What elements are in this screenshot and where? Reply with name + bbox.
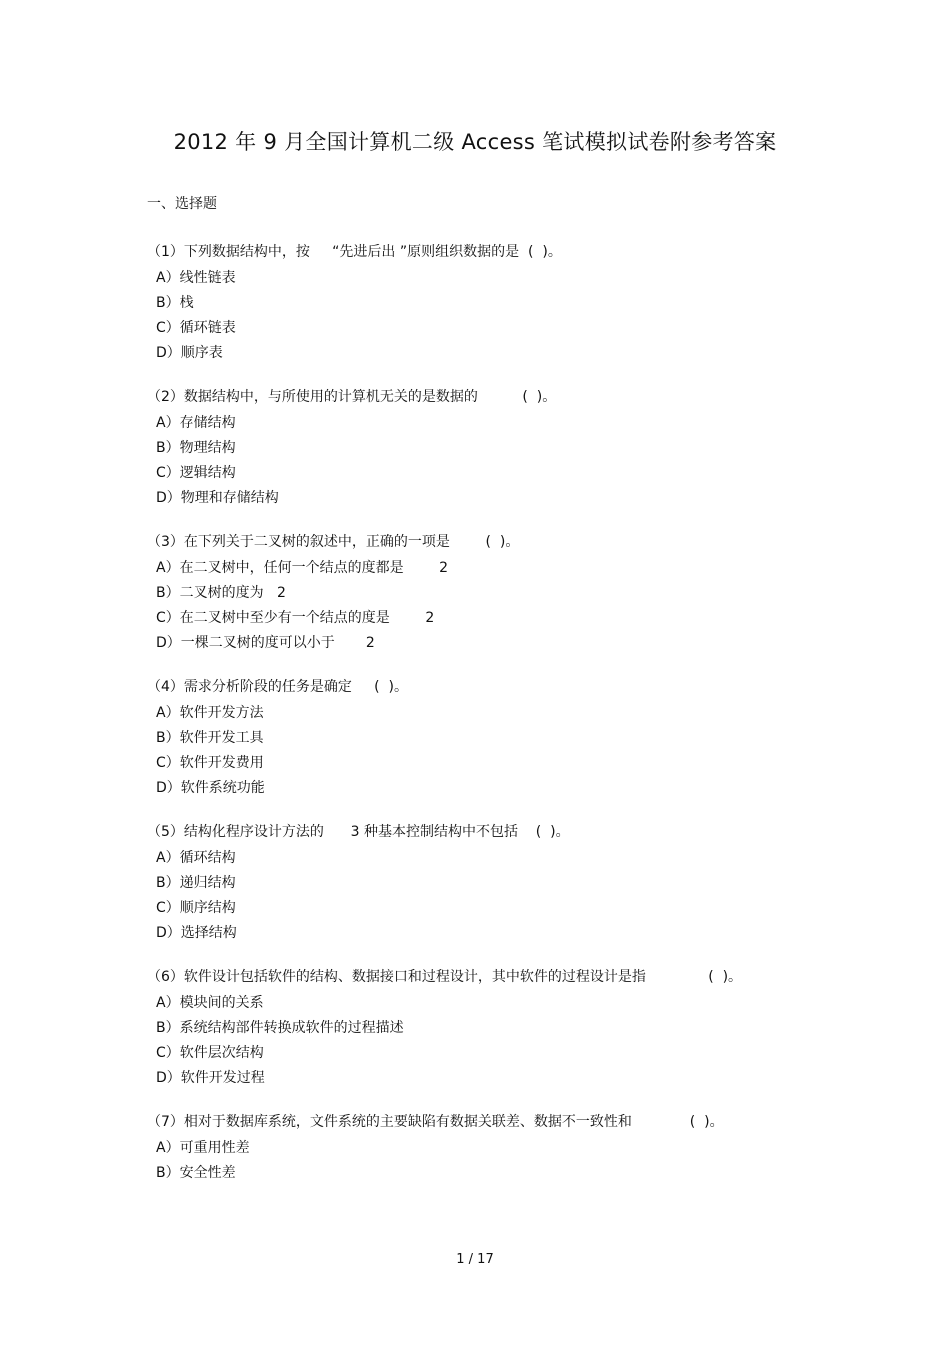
- option-a: A）软件开发方法: [156, 704, 264, 721]
- question-2: [147, 387, 807, 508]
- option-b: B）系统结构部件转换成软件的过程描述: [156, 1019, 404, 1036]
- option-c: C）顺序结构: [156, 899, 236, 916]
- option-d: D）软件开发过程: [156, 1069, 265, 1086]
- option-b: B）栈: [156, 294, 194, 311]
- question-5: [147, 822, 807, 943]
- option-d: D）一棵二叉树的度可以小于 2: [156, 634, 375, 651]
- section-heading: 一、选择题: [147, 196, 217, 212]
- option-c: C）逻辑结构: [156, 464, 236, 481]
- option-d: D）物理和存储结构: [156, 489, 279, 506]
- question-1: [147, 242, 807, 363]
- question-stem: （4）需求分析阶段的任务是确定 ( )。: [147, 679, 408, 695]
- option-a: A）在二叉树中，任何一个结点的度都是 2: [156, 559, 449, 576]
- option-c: C）软件层次结构: [156, 1044, 264, 1061]
- option-b: B）二叉树的度为 2: [156, 584, 286, 601]
- option-b: B）软件开发工具: [156, 729, 264, 746]
- question-3: [147, 532, 807, 653]
- option-c: C）循环链表: [156, 319, 236, 336]
- question-stem: （5）结构化程序设计方法的 3 种基本控制结构中不包括 ( )。: [147, 824, 570, 840]
- question-stem: （3）在下列关于二叉树的叙述中，正确的一项是 ( )。: [147, 534, 520, 550]
- page-number: 1 / 17: [456, 1252, 494, 1267]
- question-6: [147, 967, 807, 1088]
- question-stem: （1）下列数据结构中，按 “先进后出 ”原则组织数据的是 ( )。: [147, 244, 562, 260]
- option-a: A）线性链表: [156, 269, 236, 286]
- option-b: B）递归结构: [156, 874, 236, 891]
- question-4: [147, 677, 807, 798]
- question-list: [147, 242, 807, 1207]
- option-b: B）物理结构: [156, 439, 236, 456]
- question-7: [147, 1112, 807, 1183]
- option-b: B）安全性差: [156, 1164, 236, 1181]
- question-stem: （6）软件设计包括软件的结构、数据接口和过程设计，其中软件的过程设计是指 ( )。: [147, 969, 743, 985]
- option-a: A）可重用性差: [156, 1139, 250, 1156]
- option-a: A）模块间的关系: [156, 994, 264, 1011]
- option-d: D）软件系统功能: [156, 779, 265, 796]
- document-title: 2012 年 9 月全国计算机二级 Access 笔试模拟试卷附参考答案: [173, 130, 777, 154]
- option-c: C）软件开发费用: [156, 754, 264, 771]
- question-stem: （2）数据结构中，与所使用的计算机无关的是数据的 ( )。: [147, 389, 557, 405]
- option-c: C）在二叉树中至少有一个结点的度是 2: [156, 609, 435, 626]
- question-stem: （7）相对于数据库系统，文件系统的主要缺陷有数据关联差、数据不一致性和 ( )。: [147, 1114, 724, 1130]
- option-d: D）顺序表: [156, 344, 223, 361]
- option-d: D）选择结构: [156, 924, 237, 941]
- option-a: A）存储结构: [156, 414, 236, 431]
- option-a: A）循环结构: [156, 849, 236, 866]
